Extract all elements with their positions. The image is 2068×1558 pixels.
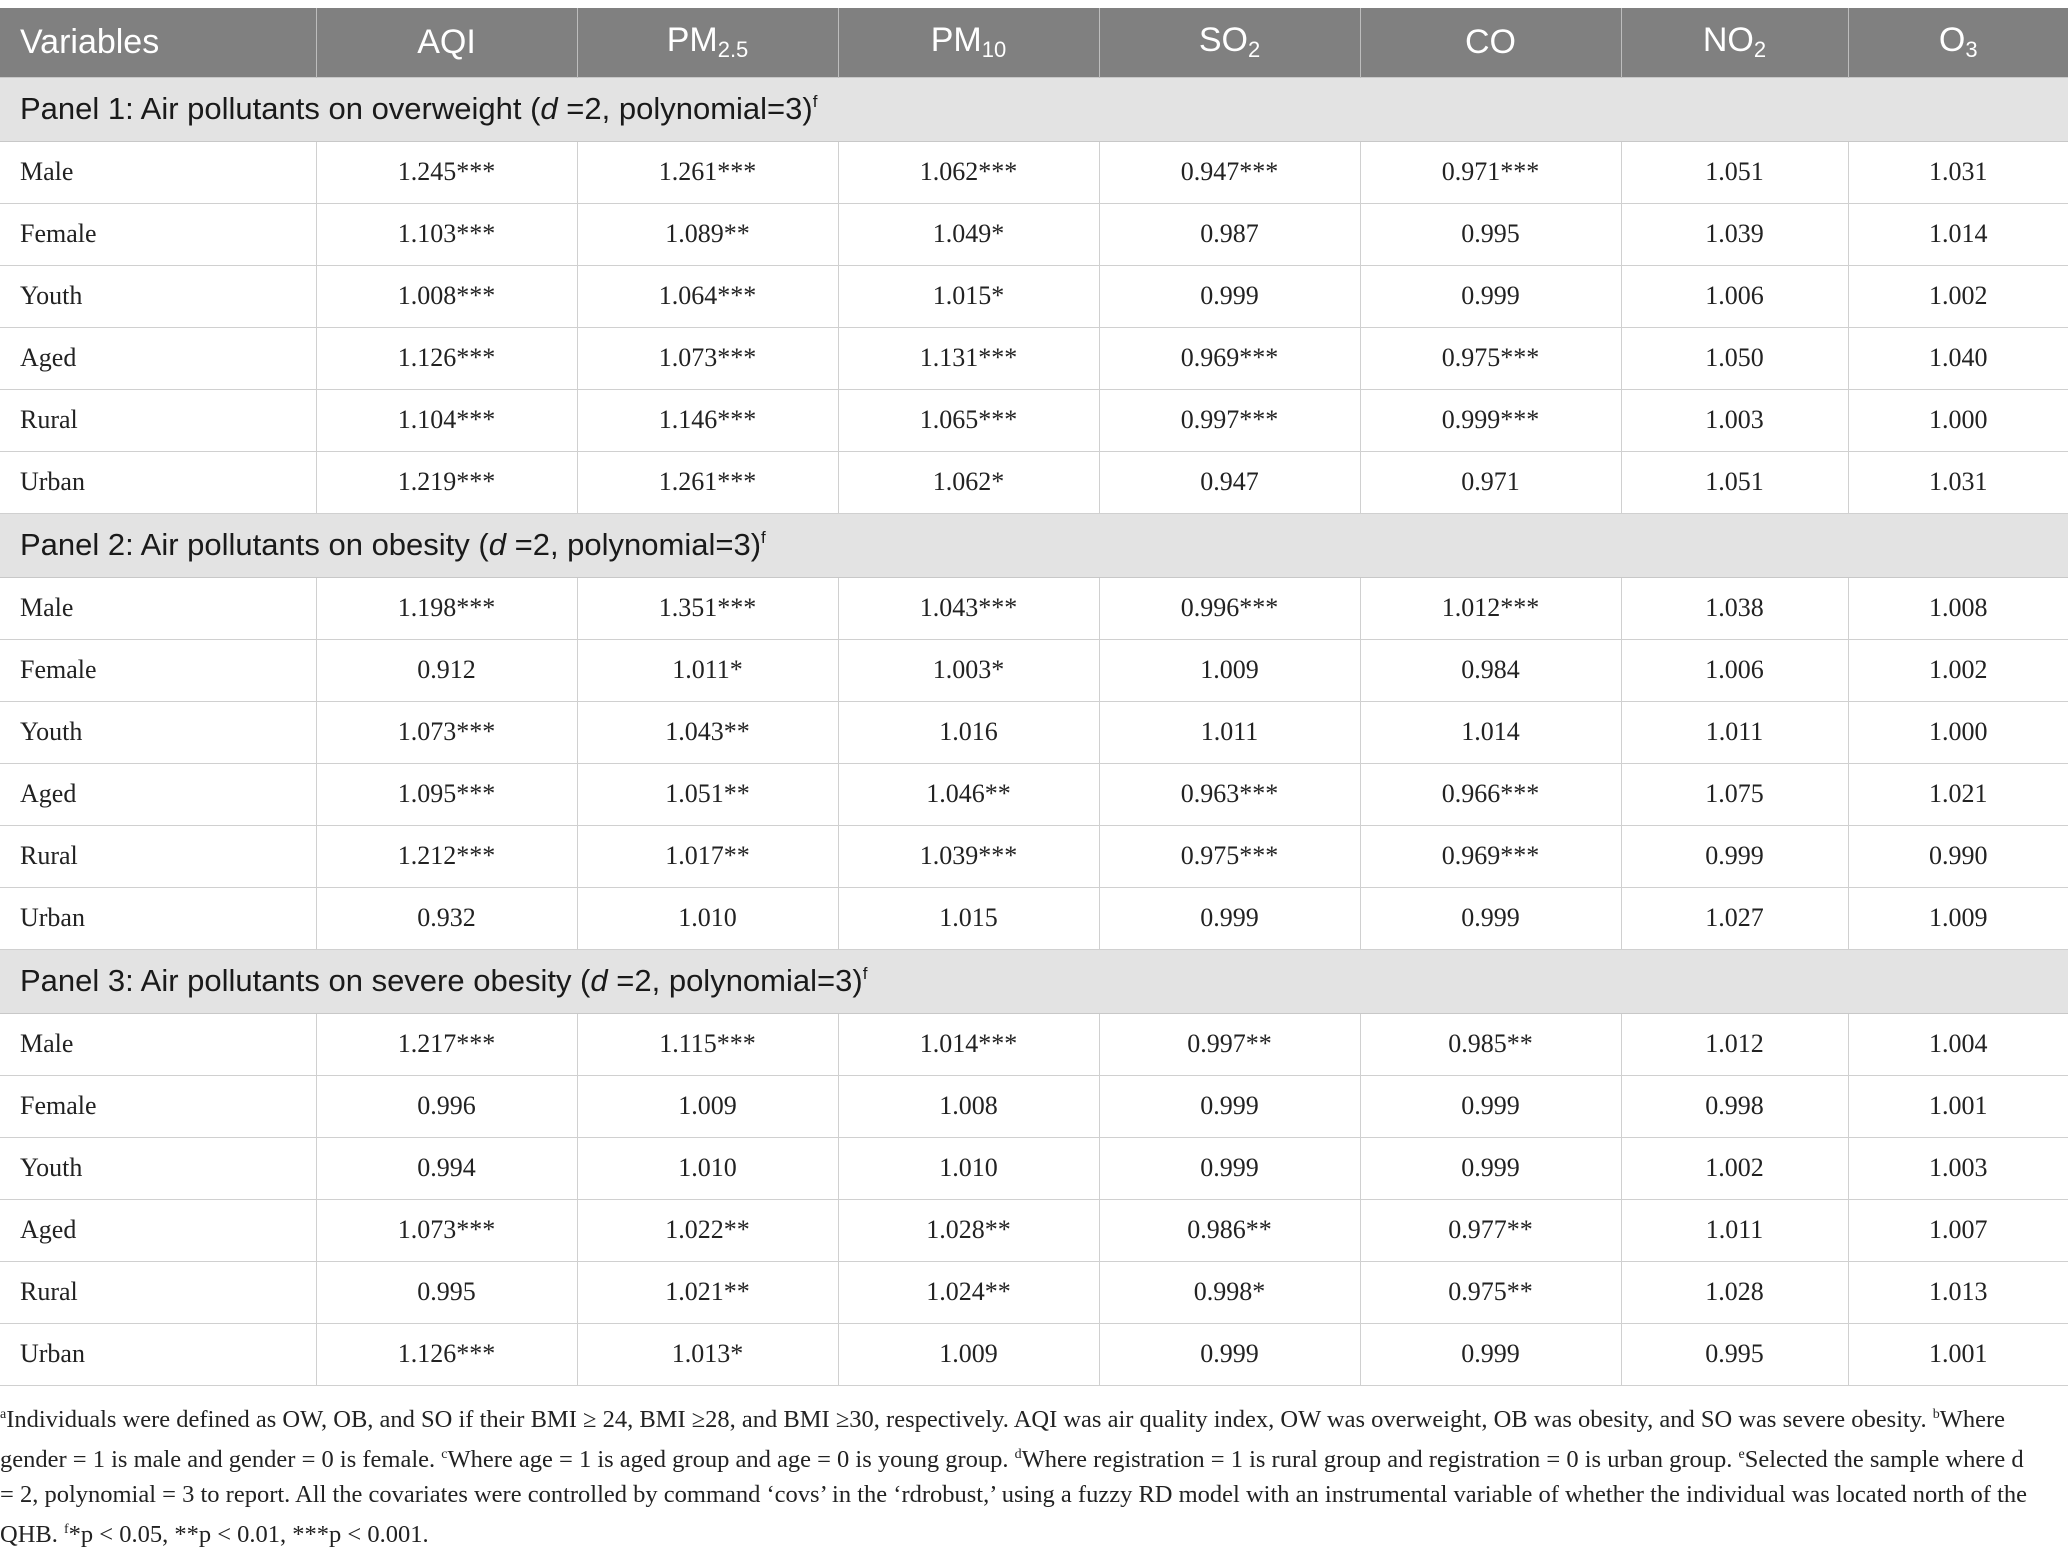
table-row <box>0 763 2068 825</box>
table-cell: 1.001 <box>1848 1075 2068 1137</box>
table-row <box>0 1137 2068 1199</box>
row-label: Youth <box>0 1137 316 1199</box>
table-cell: 0.975*** <box>1360 327 1621 389</box>
table-cell: 1.015 <box>838 887 1099 949</box>
table-cell: 1.024** <box>838 1261 1099 1323</box>
table-cell: 0.963*** <box>1099 763 1360 825</box>
table-cell: 1.002 <box>1848 265 2068 327</box>
table-cell: 0.971 <box>1360 451 1621 513</box>
table-row <box>0 1013 2068 1075</box>
table-cell: 0.912 <box>316 639 577 701</box>
header-pm10: $PM_{10}$ <box>838 8 1099 77</box>
table-cell: 1.021** <box>577 1261 838 1323</box>
results-table <box>0 8 2068 1386</box>
table-cell: 1.051** <box>577 763 838 825</box>
panel-title: Panel 1: Air pollutants on overweight (d =2, polynomial=3)$^f$ <box>0 77 2068 141</box>
table-cell: 1.017** <box>577 825 838 887</box>
table-cell: 1.065*** <box>838 389 1099 451</box>
table-cell: 1.027 <box>1621 887 1848 949</box>
table-cell: 1.011 <box>1099 701 1360 763</box>
table-cell: 0.999 <box>1099 887 1360 949</box>
table-cell: 0.999 <box>1360 1137 1621 1199</box>
table-cell: 1.011* <box>577 639 838 701</box>
table-cell: 1.217*** <box>316 1013 577 1075</box>
table-row <box>0 327 2068 389</box>
table-cell: 1.095*** <box>316 763 577 825</box>
table-cell: 1.009 <box>1848 887 2068 949</box>
table-cell: 1.043*** <box>838 577 1099 639</box>
table-row <box>0 1075 2068 1137</box>
table-cell: 1.075 <box>1621 763 1848 825</box>
table-cell: 1.014 <box>1360 701 1621 763</box>
row-label: Aged <box>0 1199 316 1261</box>
table-cell: 1.015* <box>838 265 1099 327</box>
table-cell: 0.999 <box>1360 1075 1621 1137</box>
table-cell: 1.010 <box>577 887 838 949</box>
table-cell: 0.999 <box>1099 1137 1360 1199</box>
table-container <box>0 8 2068 1386</box>
table-cell: 0.999 <box>1360 1323 1621 1385</box>
table-cell: 0.995 <box>1621 1323 1848 1385</box>
panel-title: Panel 2: Air pollutants on obesity (d =2, polynomial=3)$^f$ <box>0 513 2068 577</box>
table-cell: 1.001 <box>1848 1323 2068 1385</box>
table-cell: 1.009 <box>838 1323 1099 1385</box>
row-label: Female <box>0 1075 316 1137</box>
row-label: Rural <box>0 389 316 451</box>
table-cell: 1.104*** <box>316 389 577 451</box>
table-cell: 1.126*** <box>316 1323 577 1385</box>
table-cell: 0.969*** <box>1099 327 1360 389</box>
table-cell: 0.971*** <box>1360 141 1621 203</box>
table-cell: 1.002 <box>1848 639 2068 701</box>
table-row <box>0 577 2068 639</box>
table-cell: 1.219*** <box>316 451 577 513</box>
table-cell: 1.245*** <box>316 141 577 203</box>
table-cell: 0.947 <box>1099 451 1360 513</box>
row-label: Youth <box>0 265 316 327</box>
table-cell: 1.064*** <box>577 265 838 327</box>
panel-header-row <box>0 77 2068 141</box>
table-cell: 1.010 <box>577 1137 838 1199</box>
table-cell: 1.146*** <box>577 389 838 451</box>
row-label: Aged <box>0 763 316 825</box>
table-cell: 1.022** <box>577 1199 838 1261</box>
table-cell: 1.212*** <box>316 825 577 887</box>
table-row <box>0 141 2068 203</box>
table-cell: 0.932 <box>316 887 577 949</box>
table-cell: 0.999 <box>1099 265 1360 327</box>
table-cell: 1.073*** <box>316 1199 577 1261</box>
table-cell: 1.013* <box>577 1323 838 1385</box>
table-cell: 0.998* <box>1099 1261 1360 1323</box>
table-cell: 1.051 <box>1621 141 1848 203</box>
table-cell: 1.028 <box>1621 1261 1848 1323</box>
header-row <box>0 8 2068 77</box>
row-label: Youth <box>0 701 316 763</box>
table-cell: 1.089** <box>577 203 838 265</box>
table-cell: 1.012 <box>1621 1013 1848 1075</box>
table-cell: 1.012*** <box>1360 577 1621 639</box>
table-cell: 1.062* <box>838 451 1099 513</box>
table-cell: 1.008*** <box>316 265 577 327</box>
row-label: Rural <box>0 1261 316 1323</box>
panel-header-row <box>0 513 2068 577</box>
table-cell: 0.995 <box>1360 203 1621 265</box>
table-cell: 0.987 <box>1099 203 1360 265</box>
table-cell: 1.011 <box>1621 1199 1848 1261</box>
table-cell: 1.046** <box>838 763 1099 825</box>
table-cell: 0.984 <box>1360 639 1621 701</box>
table-cell: 0.999 <box>1099 1323 1360 1385</box>
table-cell: 1.049* <box>838 203 1099 265</box>
table-cell: 0.966*** <box>1360 763 1621 825</box>
header-no2: $NO_2$ <box>1621 8 1848 77</box>
table-cell: 1.031 <box>1848 451 2068 513</box>
table-cell: 1.014*** <box>838 1013 1099 1075</box>
table-footnotes: $^a$Individuals were defined as OW, OB, and SO if their BMI ≥ 24, BMI ≥28, and BMI ≥30, respectively. AQI was air quality index, OW was overweight, OB was obesity, and SO was severe obesity. $^b$Where gender = 1 is male and gender = 0 is female. $^c$Where age = 1 is aged group and age = 0 is young group. $^d$Where registration = 1 is rural group and registration = 0 is urban group. $^e$Selected the sample where d = 2, polynomial = 3 to report. All the covariates were controlled by command ‘covs’ in the ‘rdrobust,’ using a fuzzy RD model with an instrumental variable of whether the individual was located north of the QHB. $^f$*p < 0.05, **p < 0.01, ***p < 0.001. <box>0 1406 2028 1548</box>
table-cell: 1.007 <box>1848 1199 2068 1261</box>
table-row <box>0 451 2068 513</box>
table-cell: 1.062*** <box>838 141 1099 203</box>
table-cell: 0.995 <box>316 1261 577 1323</box>
table-cell: 0.998 <box>1621 1075 1848 1137</box>
header-so2: $SO_2$ <box>1099 8 1360 77</box>
table-cell: 0.996*** <box>1099 577 1360 639</box>
table-row <box>0 265 2068 327</box>
table-cell: 1.000 <box>1848 389 2068 451</box>
table-cell: 1.002 <box>1621 1137 1848 1199</box>
table-cell: 1.006 <box>1621 265 1848 327</box>
table-cell: 1.021 <box>1848 763 2068 825</box>
table-cell: 1.000 <box>1848 701 2068 763</box>
table-cell: 0.999*** <box>1360 389 1621 451</box>
table-cell: 1.198*** <box>316 577 577 639</box>
table-cell: 0.947*** <box>1099 141 1360 203</box>
table-row <box>0 887 2068 949</box>
header-o3: $O_3$ <box>1848 8 2068 77</box>
table-cell: 1.043** <box>577 701 838 763</box>
row-label: Male <box>0 141 316 203</box>
table-cell: 0.975** <box>1360 1261 1621 1323</box>
table-cell: 1.039 <box>1621 203 1848 265</box>
table-cell: 1.003 <box>1621 389 1848 451</box>
table-cell: 1.008 <box>838 1075 1099 1137</box>
table-cell: 0.969*** <box>1360 825 1621 887</box>
table-cell: 1.009 <box>577 1075 838 1137</box>
row-label: Urban <box>0 887 316 949</box>
table-cell: 1.004 <box>1848 1013 2068 1075</box>
table-cell: 0.986** <box>1099 1199 1360 1261</box>
table-cell: 0.994 <box>316 1137 577 1199</box>
table-cell: 1.115*** <box>577 1013 838 1075</box>
table-cell: 1.073*** <box>316 701 577 763</box>
table-cell: 1.003 <box>1848 1137 2068 1199</box>
header-co: CO <box>1360 8 1621 77</box>
table-cell: 1.031 <box>1848 141 2068 203</box>
table-cell: 1.016 <box>838 701 1099 763</box>
table-row <box>0 825 2068 887</box>
row-label: Female <box>0 639 316 701</box>
table-cell: 1.073*** <box>577 327 838 389</box>
table-cell: 1.126*** <box>316 327 577 389</box>
table-row <box>0 639 2068 701</box>
table-cell: 1.038 <box>1621 577 1848 639</box>
table-cell: 1.009 <box>1099 639 1360 701</box>
row-label: Male <box>0 577 316 639</box>
table-row <box>0 1323 2068 1385</box>
table-cell: 1.103*** <box>316 203 577 265</box>
header-pm25: $PM_{2.5}$ <box>577 8 838 77</box>
table-cell: 1.014 <box>1848 203 2068 265</box>
table-cell: 1.013 <box>1848 1261 2068 1323</box>
table-cell: 1.011 <box>1621 701 1848 763</box>
table-cell: 1.131*** <box>838 327 1099 389</box>
table-cell: 1.050 <box>1621 327 1848 389</box>
table-cell: 0.999 <box>1360 265 1621 327</box>
table-cell: 0.975*** <box>1099 825 1360 887</box>
table-cell: 0.996 <box>316 1075 577 1137</box>
table-cell: 1.261*** <box>577 451 838 513</box>
row-label: Aged <box>0 327 316 389</box>
table-cell: 0.999 <box>1360 887 1621 949</box>
table-cell: 1.039*** <box>838 825 1099 887</box>
table-cell: 1.006 <box>1621 639 1848 701</box>
table-cell: 1.351*** <box>577 577 838 639</box>
table-cell: 1.051 <box>1621 451 1848 513</box>
row-label: Urban <box>0 1323 316 1385</box>
table-cell: 1.028** <box>838 1199 1099 1261</box>
row-label: Urban <box>0 451 316 513</box>
header-aqi: AQI <box>316 8 577 77</box>
panel-header-row <box>0 949 2068 1013</box>
table-cell: 1.008 <box>1848 577 2068 639</box>
table-cell: 0.977** <box>1360 1199 1621 1261</box>
table-cell: 0.990 <box>1848 825 2068 887</box>
table-row <box>0 1261 2068 1323</box>
row-label: Male <box>0 1013 316 1075</box>
panel-title: Panel 3: Air pollutants on severe obesity (d =2, polynomial=3)$^f$ <box>0 949 2068 1013</box>
table-cell: 1.010 <box>838 1137 1099 1199</box>
table-cell: 1.003* <box>838 639 1099 701</box>
table-cell: 0.999 <box>1099 1075 1360 1137</box>
table-row <box>0 1199 2068 1261</box>
table-cell: 1.261*** <box>577 141 838 203</box>
table-row <box>0 203 2068 265</box>
table-cell: 1.040 <box>1848 327 2068 389</box>
table-cell: 0.999 <box>1621 825 1848 887</box>
table-row <box>0 701 2068 763</box>
header-variables: Variables <box>0 8 316 77</box>
table-cell: 0.997** <box>1099 1013 1360 1075</box>
row-label: Female <box>0 203 316 265</box>
table-cell: 0.997*** <box>1099 389 1360 451</box>
table-cell: 0.985** <box>1360 1013 1621 1075</box>
row-label: Rural <box>0 825 316 887</box>
table-row <box>0 389 2068 451</box>
